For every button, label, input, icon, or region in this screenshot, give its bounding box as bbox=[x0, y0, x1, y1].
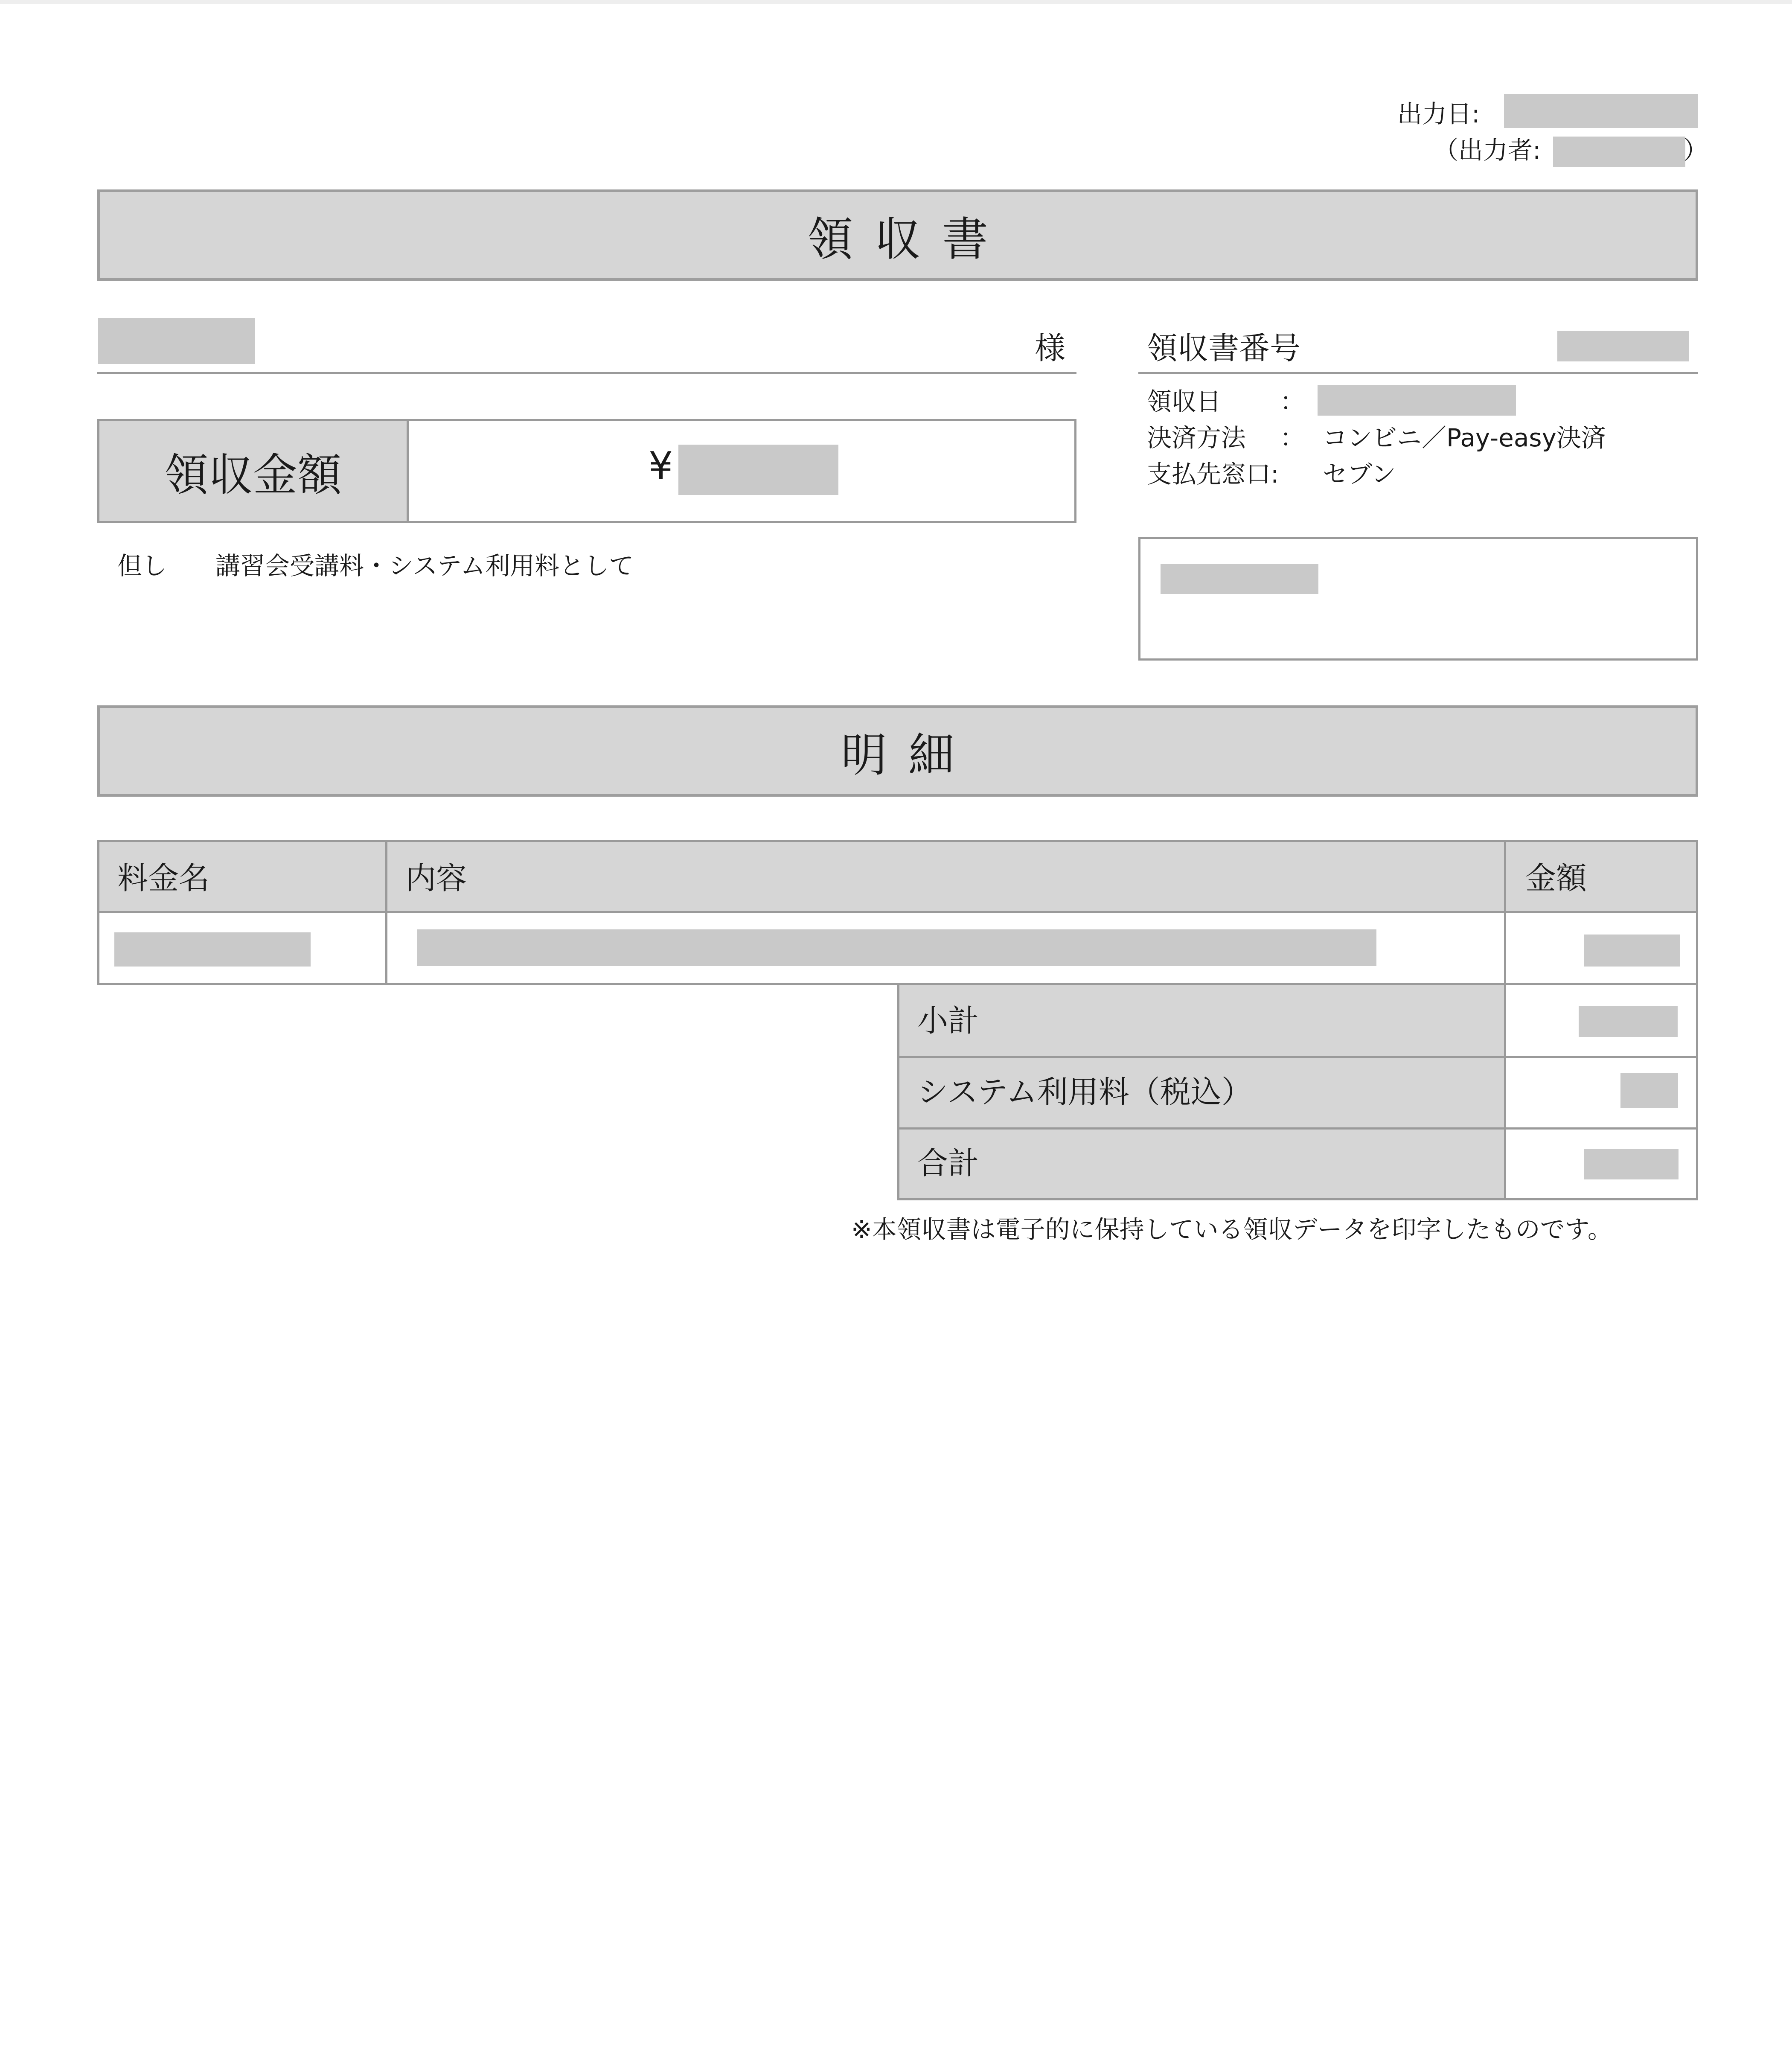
row-fee-name-redacted bbox=[114, 932, 311, 967]
detail-title-bar bbox=[97, 705, 1698, 797]
output-by-close: ） bbox=[1683, 136, 1708, 165]
page-top-edge bbox=[0, 0, 1792, 4]
issuer-box bbox=[1138, 537, 1698, 661]
receipt-date-redacted bbox=[1318, 385, 1516, 416]
customer-honorific: 様 bbox=[1035, 330, 1066, 366]
detail-title: 明細 bbox=[841, 728, 976, 782]
receipt-date-label: 領収日 bbox=[1147, 387, 1222, 416]
subtotal-redacted bbox=[1579, 1006, 1678, 1037]
payment-place-value: セブン bbox=[1323, 460, 1396, 489]
receipt-title-bar bbox=[97, 189, 1698, 281]
payment-method-value: コンビニ／Pay-easy決済 bbox=[1323, 423, 1606, 452]
summary-row-line-2 bbox=[899, 1127, 1696, 1130]
output-date-redacted bbox=[1504, 94, 1698, 128]
receipt-number-underline bbox=[1138, 372, 1698, 374]
receipt-date-colon: ： bbox=[1280, 387, 1305, 416]
proviso-label: 但し bbox=[117, 551, 167, 580]
amount-value-redacted bbox=[678, 445, 838, 495]
system-fee-label: システム利用料（税込） bbox=[917, 1074, 1252, 1110]
col-header-fee-name: 料金名 bbox=[117, 860, 210, 896]
issuer-name-redacted bbox=[1161, 564, 1318, 594]
output-by-redacted bbox=[1553, 137, 1685, 167]
summary-row-line-1 bbox=[899, 1056, 1696, 1058]
amount-currency: ¥ bbox=[649, 444, 673, 489]
amount-label: 領収金額 bbox=[164, 449, 342, 501]
receipt-number-redacted bbox=[1557, 331, 1689, 361]
detail-header-row bbox=[99, 842, 1696, 913]
customer-name-redacted bbox=[98, 318, 255, 364]
system-fee-redacted bbox=[1620, 1073, 1678, 1108]
col-header-content: 内容 bbox=[405, 860, 467, 896]
total-label: 合計 bbox=[917, 1145, 979, 1181]
proviso-text: 講習会受講料・システム利用料として bbox=[215, 551, 634, 580]
output-by-label: （出力者: bbox=[1434, 136, 1541, 165]
receipt-number-label: 領収書番号 bbox=[1147, 330, 1301, 366]
payment-method-colon: ： bbox=[1280, 423, 1305, 452]
receipt-title: 領収書 bbox=[807, 213, 1009, 266]
col-divider-2 bbox=[1504, 842, 1506, 983]
summary-col-divider bbox=[1504, 985, 1506, 1198]
total-redacted bbox=[1584, 1149, 1679, 1179]
col-divider-1 bbox=[385, 842, 387, 983]
payment-method-label: 決済方法 bbox=[1147, 423, 1246, 452]
row-amount-redacted bbox=[1584, 935, 1680, 967]
row-content-redacted bbox=[417, 929, 1376, 966]
output-date-label: 出力日: bbox=[1397, 99, 1480, 128]
amount-label-cell bbox=[99, 421, 409, 521]
payment-place-label: 支払先窓口: bbox=[1147, 460, 1279, 489]
footnote: ※本領収書は電子的に保持している領収データを印字したものです。 bbox=[851, 1215, 1612, 1244]
customer-underline bbox=[97, 372, 1076, 374]
col-header-amount: 金額 bbox=[1525, 860, 1587, 896]
subtotal-label: 小計 bbox=[917, 1003, 979, 1039]
